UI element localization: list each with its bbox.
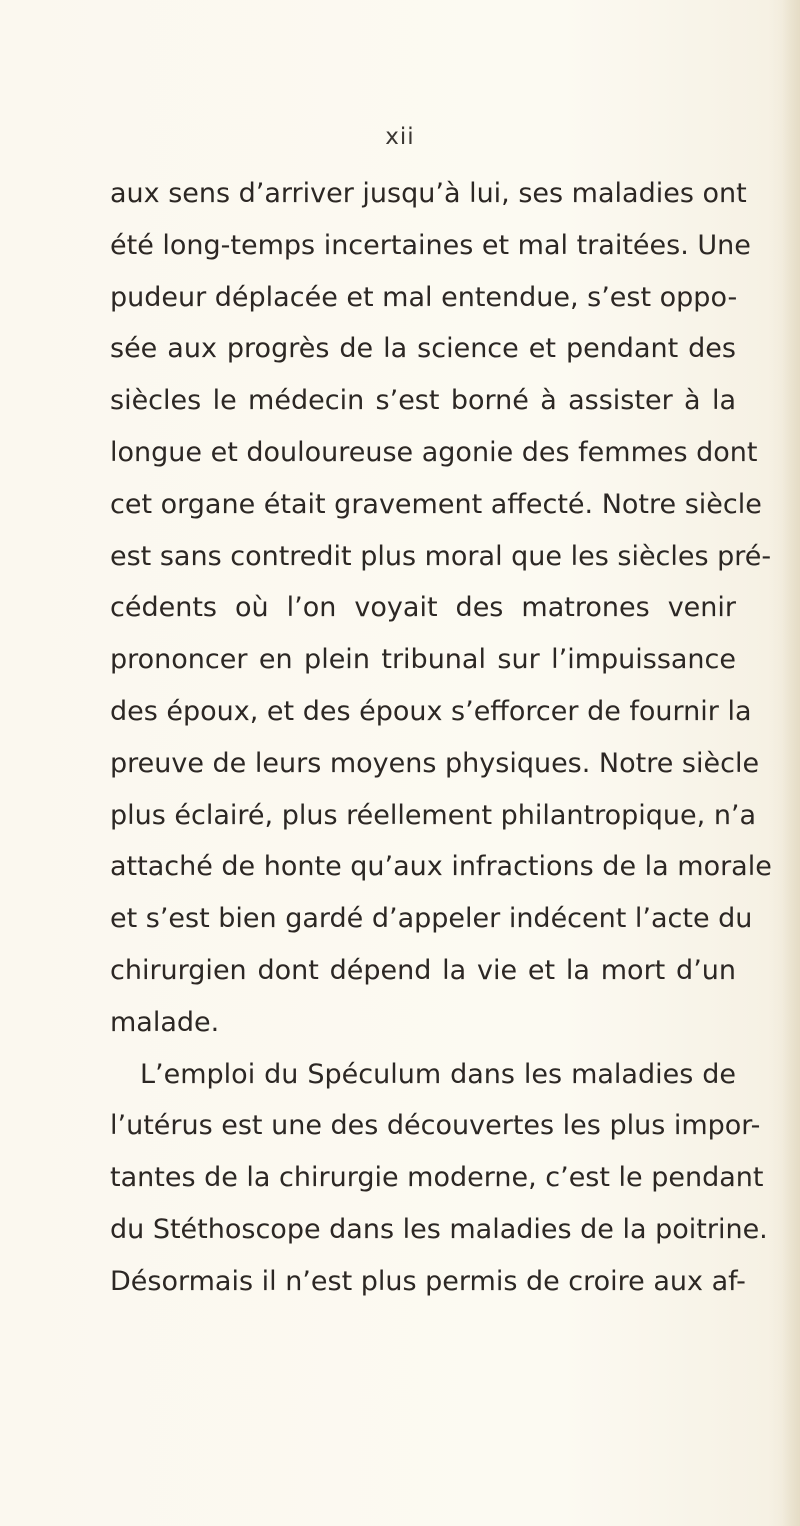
text-line: prononcer en plein tribunal sur l’impuissance: [110, 644, 736, 676]
text-line: attaché de honte qu’aux infractions de la morale: [110, 851, 772, 883]
text-line: sée aux progrès de la science et pendant des: [110, 333, 736, 365]
page-number: xii: [385, 124, 415, 150]
text-line: pudeur déplacée et mal entendue, s’est oppo-: [110, 281, 738, 313]
text-line: preuve de leurs moyens physiques. Notre siècle: [110, 747, 760, 779]
text-line: des époux, et des époux s’efforcer de fournir la: [110, 695, 752, 727]
text-line: Désormais il n’est plus permis de croire aux af-: [110, 1265, 746, 1297]
text-line: plus éclairé, plus réellement philantropique, n’a: [110, 799, 757, 831]
text-line: siècles le médecin s’est borné à assister à la: [110, 385, 736, 417]
text-line: du Stéthoscope dans les maladies de la poitrine.: [110, 1213, 768, 1245]
text-line: cet organe était gravement affecté. Notre siècle: [110, 488, 762, 520]
text-line: cédents où l’on voyait des matrones venir: [110, 592, 736, 624]
body-text: [110, 168, 772, 1308]
text-line: tantes de la chirurgie moderne, c’est le pendant: [110, 1162, 764, 1194]
text-line: l’utérus est une des découvertes les plus impor-: [110, 1110, 761, 1142]
text-line: aux sens d’arriver jusqu’à lui, ses maladies ont: [110, 178, 747, 209]
text-line: été long-temps incertaines et mal traitées. Une: [110, 229, 751, 261]
text-line: et s’est bien gardé d’appeler indécent l’acte du: [110, 903, 753, 935]
text-line: longue et douloureuse agonie des femmes dont: [110, 436, 758, 468]
text-line: est sans contredit plus moral que les siècles pré-: [110, 540, 772, 572]
page-edge-shadow: [782, 0, 800, 1526]
text-line-paragraph-end: malade.: [110, 1006, 220, 1038]
text-line: chirurgien dont dépend la vie et la mort d’un: [110, 954, 736, 986]
text-line-paragraph-start: L’emploi du Spéculum dans les maladies de: [140, 1058, 736, 1090]
